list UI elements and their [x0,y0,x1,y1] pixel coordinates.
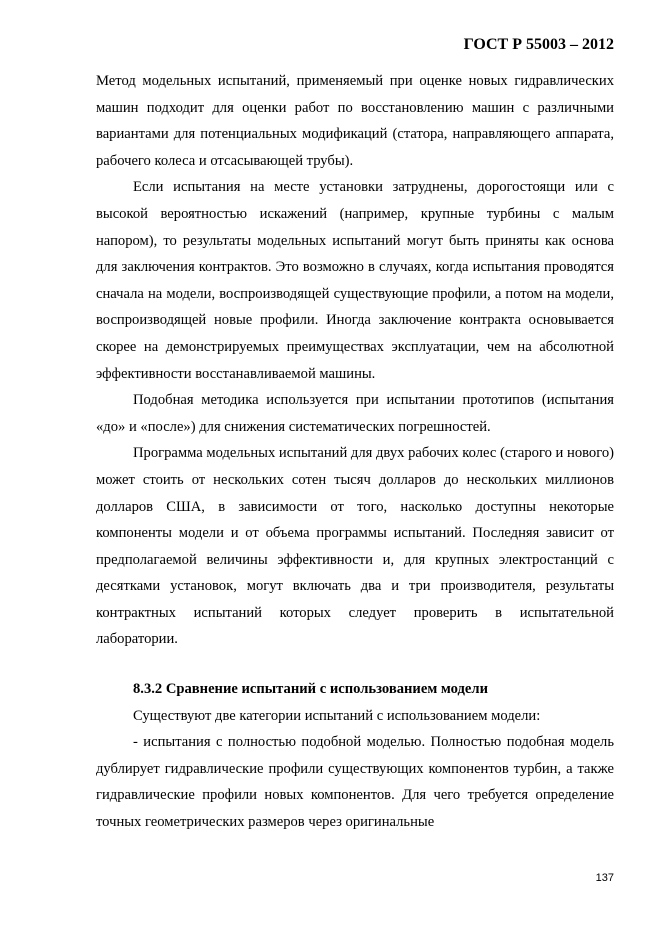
page-body [96,68,614,836]
paragraph-model-testing-method: Метод модельных испытаний, применяемый при оценке новых гидравлических машин подходит для оценки работ по восстановлению машин с различными вариантами для потенциальных модификаций (статора, направляющего аппарата, рабочего колеса и отсасывающей трубы). [96,73,614,169]
section-heading: 8.3.2 Сравнение испытаний с использованием модели [133,681,488,698]
paragraph-onsite-testing: Если испытания на месте установки затруднены, дорогостоящи или с высокой вероятностью искажений (например, крупные турбины с малым напором), то результаты модельных испытаний могут быть приняты как основа для заключения контрактов. Это возможно в случаях, когда испытания проводятся сначала на модели, воспроизводящей существующие профили, а потом на модели, воспроизводящей новые профили. Иногда заключение контракта основывается скорее на демонстрируемых преимуществах эксплуатации, чем на абсолютной эффективности восстанавливаемой машины. [96,179,614,382]
paragraph-prototype-testing: Подобная методика используется при испытании прототипов (испытания «до» и «после») для снижения систематических погрешностей. [96,392,614,435]
page-number: 137 [595,872,614,884]
section-intro: Существуют две категории испытаний с использованием модели: [133,707,541,724]
list-item-similar-model: - испытания с полностью подобной моделью. Полностью подобная модель дублирует гидравлические профили существующих компонентов турбин, а также гидравлические профили новых компонентов. Для чего требуется определение точных геометрических размеров через оригинальные [96,734,614,831]
paragraph-testing-cost: Программа модельных испытаний для двух рабочих колес (старого и нового) может стоить от нескольких сотен тысяч долларов до нескольких миллионов долларов США, в зависимости от того, насколько доступны некоторые компоненты модели и от объема программы испытаний. Последняя зависит от предполагаемой величины эффективности и, для крупных электростанций с десятками установок, могут включать два и три производителя, результаты контрактных испытаний которых следует проверить в испытательной лаборатории. [96,445,614,648]
document-code-header: ГОСТ Р 55003 – 2012 [463,36,614,53]
